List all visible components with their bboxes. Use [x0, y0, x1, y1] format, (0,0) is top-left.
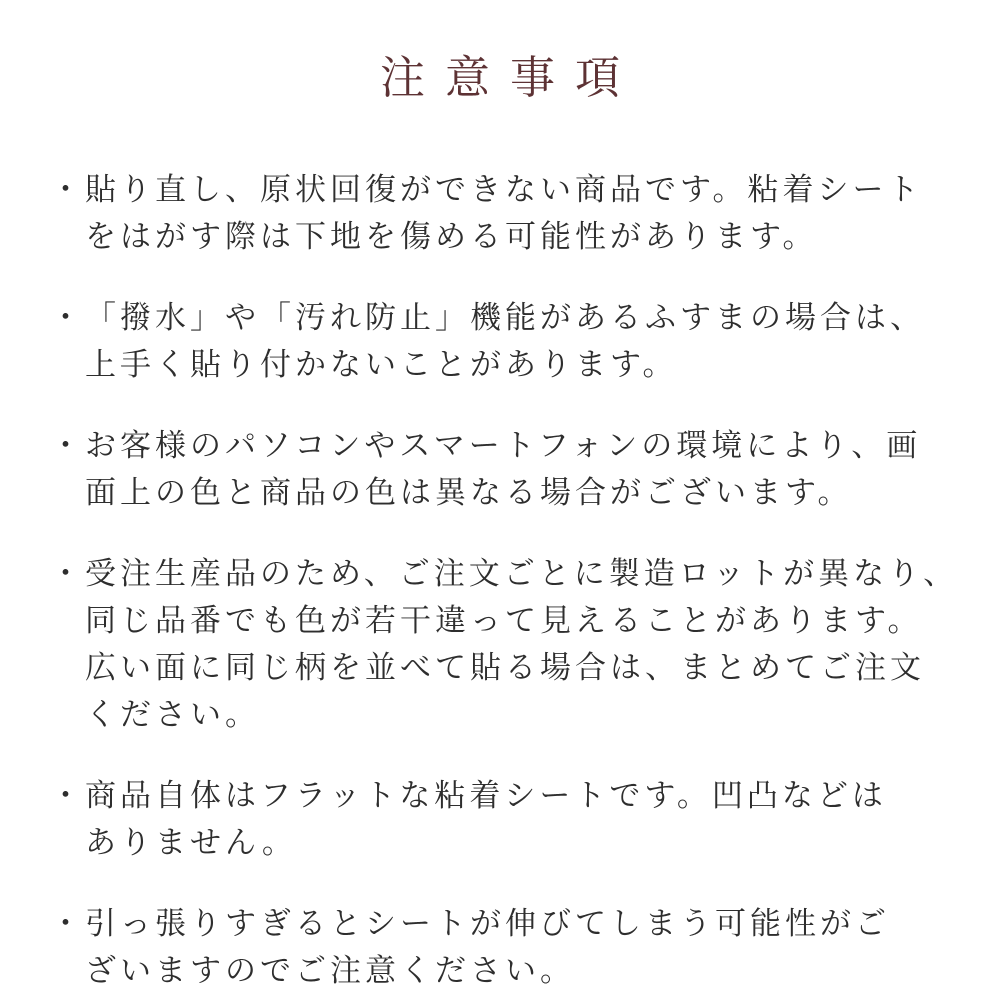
note-line: をはがす際は下地を傷める可能性があります。	[85, 219, 818, 254]
notes-list	[0, 166, 1000, 994]
note-text	[85, 294, 960, 388]
note-text	[85, 166, 960, 260]
note-item	[50, 550, 960, 738]
bullet-dot-icon: ・	[50, 428, 81, 463]
note-line: 商品自体はフラットな粘着シートです。凹凸などは	[85, 778, 887, 813]
bullet-dot-icon: ・	[50, 778, 81, 813]
note-line: 同じ品番でも色が若干違って見えることがあります。	[85, 603, 923, 638]
page-title: 注意事項	[379, 52, 640, 103]
note-item	[50, 772, 960, 866]
bullet-dot-icon: ・	[50, 906, 81, 941]
note-item	[50, 900, 960, 994]
note-text	[85, 550, 960, 738]
note-item	[50, 294, 960, 388]
note-line: 広い面に同じ柄を並べて貼る場合は、まとめてご注文	[85, 650, 925, 685]
note-text	[85, 422, 960, 516]
note-line: 引っ張りすぎるとシートが伸びてしまう可能性がご	[85, 906, 890, 941]
note-line: 受注生産品のため、ご注文ごとに製造ロットが異なり、	[85, 556, 959, 591]
bullet-dot-icon: ・	[50, 556, 81, 591]
bullet-dot-icon: ・	[50, 172, 81, 207]
note-line: ありません。	[85, 825, 297, 860]
note-line: 面上の色と商品の色は異なる場合がございます。	[85, 475, 853, 510]
note-line: ください。	[85, 697, 260, 732]
note-line: 貼り直し、原状回復ができない商品です。粘着シート	[85, 172, 923, 207]
note-line: 上手く貼り付かないことがあります。	[85, 347, 678, 382]
bullet-dot-icon: ・	[50, 300, 81, 335]
note-text	[85, 900, 960, 994]
note-text	[85, 772, 960, 866]
note-item	[50, 422, 960, 516]
note-item	[50, 166, 960, 260]
note-line: お客様のパソコンやスマートフォンの環境により、画	[85, 428, 922, 463]
note-line: 「撥水」や「汚れ防止」機能があるふすまの場合は、	[85, 300, 925, 335]
note-line: ざいますのでご注意ください。	[85, 953, 575, 988]
